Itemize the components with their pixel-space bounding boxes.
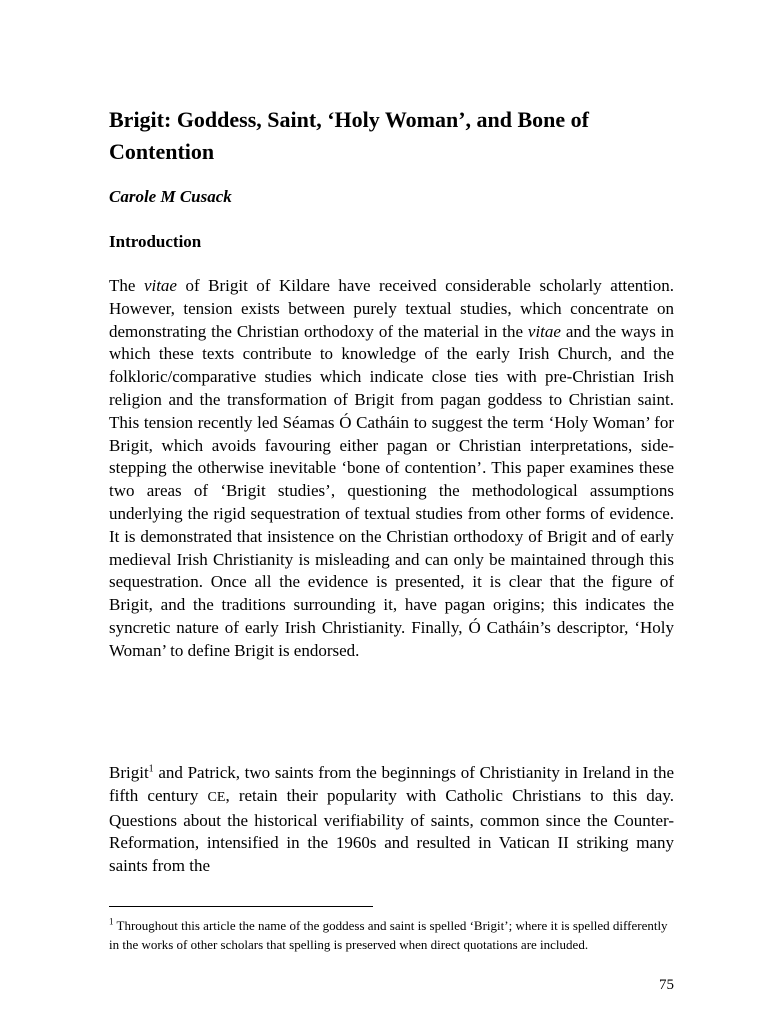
section-heading: Introduction: [109, 232, 202, 251]
text-run: of Brigit of Kildare have received considerable scholarly attention. However, tension exists between purely textual studies, which concentrate on demonstrating the Christian orthodoxy of the material in the: [109, 276, 675, 341]
author-name: Carole M Cusack: [109, 187, 232, 206]
footnote-text: Throughout this article the name of the goddess and saint is spelled ‘Brigit’; where it is spelled differently in the works of other scholars that spelling is preserved when direct quotations are included.: [109, 918, 668, 952]
text-run: The: [109, 276, 144, 295]
text-run: , retain their popularity with Catholic Christians to this day. Questions about the historical verifiability of saints, common since the Counter-Reformation, intensified in the 1960s and resulted in Vatican II striking many saints from the: [109, 785, 674, 876]
body-paragraph: [109, 762, 674, 878]
era-abbreviation: CE: [207, 789, 226, 805]
footnote-divider: [109, 906, 373, 907]
text-run: Brigit: [109, 763, 149, 782]
italic-term: vitae: [527, 321, 561, 341]
page-number: 75: [659, 977, 674, 993]
text-run: and the ways in which these texts contribute to knowledge of the early Irish Church, and the folkloric/comparative studies which indicate close ties with pre-Christian Irish religion and the transformation of Brigit from pagan goddess to Christian saint. This tension recently led Séamas Ó Catháin to suggest the term ‘Holy Woman’ for Brigit, which avoids favouring either pagan or Christian interpretations, side-stepping the otherwise inevitable ‘bone of contention’. This paper examines these two areas of ‘Brigit studies’, questioning the methodological assumptions underlying the rigid sequestration of textual studies from other forms of evidence. It is demonstrated that insistence on the Christian orthodoxy of Brigit and of early medieval Irish Christianity is misleading and can only be maintained through this sequestration. Once all the evidence is presented, it is clear that the figure of Brigit, and the traditions surrounding it, have pagan origins; this indicates the syncretic nature of early Irish Christianity. Finally, Ó Catháin’s descriptor, ‘Holy Woman’ to define Brigit is endorsed.: [109, 321, 675, 660]
footnote: [109, 916, 674, 954]
italic-term: vitae: [143, 276, 177, 295]
footnote-reference: 1: [148, 763, 154, 775]
intro-paragraph: [109, 275, 674, 663]
text-run: and Patrick, two saints from the beginnings of Christianity in Ireland in the fifth century: [109, 763, 674, 805]
article-title: Brigit: Goddess, Saint, ‘Holy Woman’, and Bone of Contention: [109, 107, 589, 164]
footnote-number: 1: [109, 916, 114, 927]
